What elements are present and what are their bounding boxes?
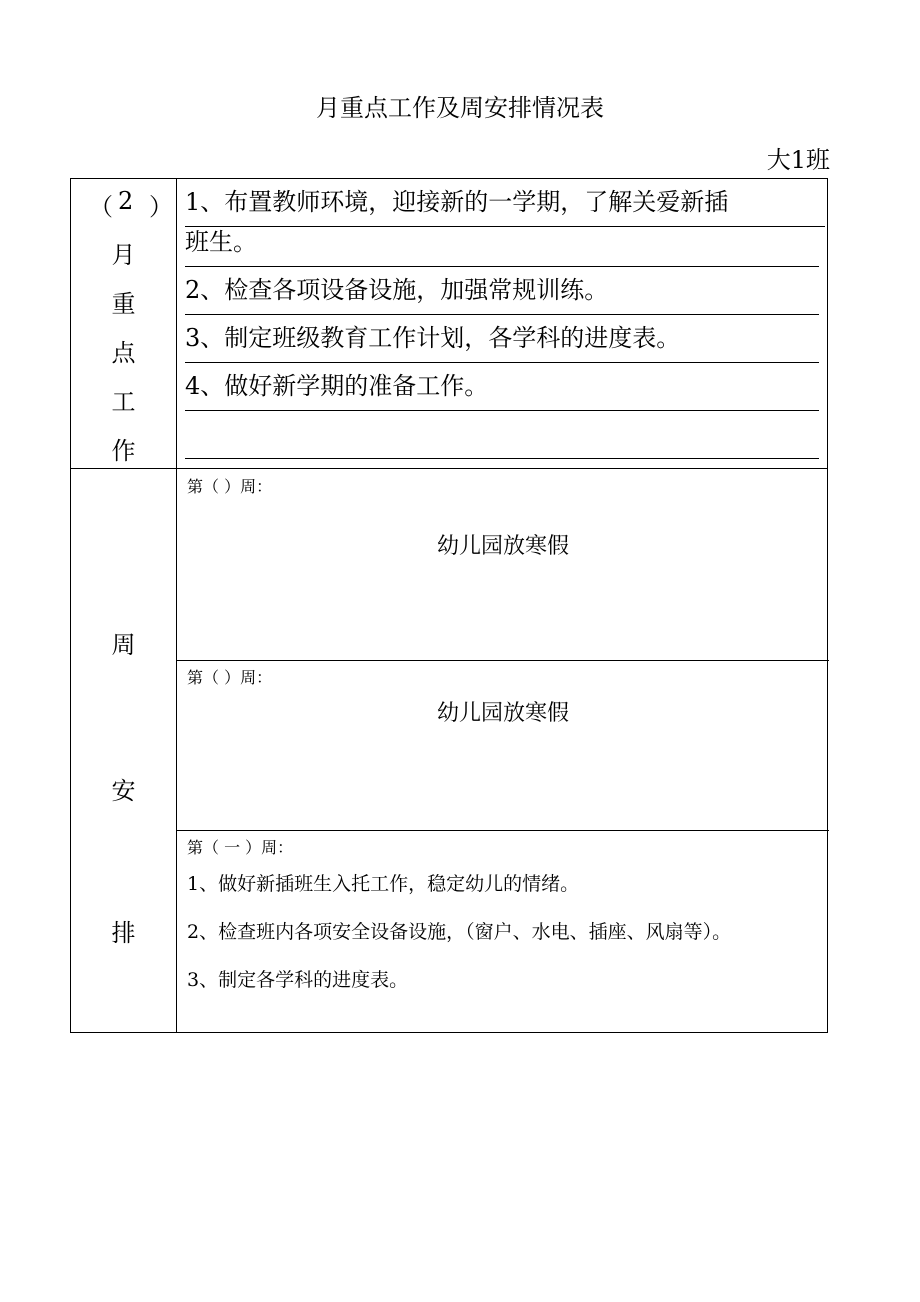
plan-table xyxy=(70,178,828,1033)
monthly-item xyxy=(185,411,819,459)
month-label-char: 工 xyxy=(111,388,136,416)
monthly-item: 班生。 xyxy=(185,219,819,267)
week-label-char: 排 xyxy=(111,919,136,947)
monthly-item: 3、制定班级教育工作计划，各学科的进度表。 xyxy=(185,315,819,363)
week-item: 2、检查班内各项安全设备设施，（窗户、水电、插座、风扇等）。 xyxy=(187,921,732,943)
week-label: 第（ ）周： xyxy=(187,477,273,496)
column-divider xyxy=(176,179,177,1032)
week-label: 第（ 一 ）周： xyxy=(187,838,294,857)
month-open-paren: （ xyxy=(89,193,113,221)
month-label-char: 点 xyxy=(111,339,136,367)
month-close-paren: ） xyxy=(149,193,173,221)
section-divider xyxy=(71,468,827,469)
week-label-char: 周 xyxy=(111,631,136,659)
month-number: 2 xyxy=(118,187,134,215)
week-divider-2 xyxy=(176,830,829,831)
monthly-item: 1、布置教师环境，迎接新的一学期，了解关爱新插 xyxy=(185,179,825,227)
monthly-item: 2、检查各项设备设施，加强常规训练。 xyxy=(185,267,819,315)
week-label: 第（ ）周： xyxy=(187,668,273,687)
week-item: 3、制定各学科的进度表。 xyxy=(187,969,409,991)
week-content: 幼儿园放寒假 xyxy=(436,534,569,559)
month-label-char: 重 xyxy=(111,290,136,318)
week-label-char: 安 xyxy=(111,777,136,805)
week-divider-1 xyxy=(176,660,829,661)
week-content: 幼儿园放寒假 xyxy=(436,701,569,726)
week-item: 1、做好新插班生入托工作，稳定幼儿的情绪。 xyxy=(187,873,580,895)
month-label-char: 月 xyxy=(111,241,136,269)
page-title: 月重点工作及周安排情况表 xyxy=(316,94,604,122)
class-name: 大1班 xyxy=(766,146,830,174)
monthly-item: 4、做好新学期的准备工作。 xyxy=(185,363,819,411)
month-label-char: 作 xyxy=(111,437,136,465)
